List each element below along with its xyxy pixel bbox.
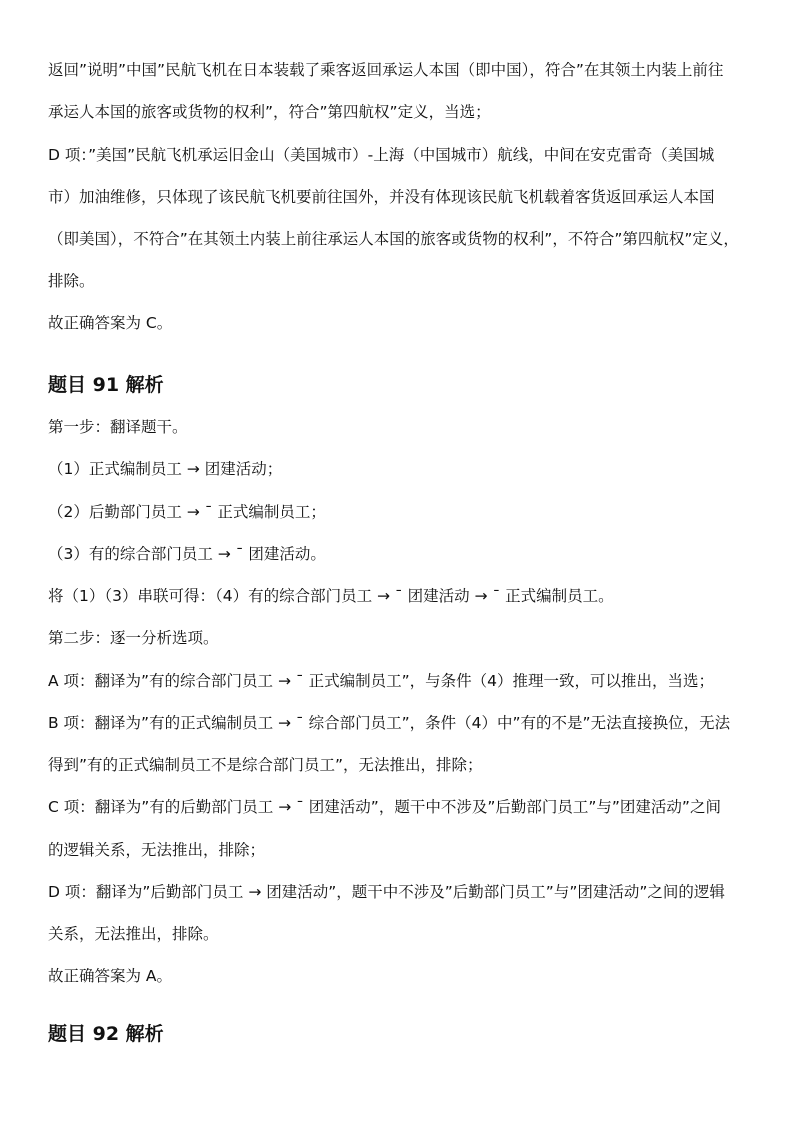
- text-line: 得到”有的正式编制员工不是综合部门员工”，无法推出，排除；: [48, 756, 483, 774]
- text-line: 第一步：翻译题干。: [48, 418, 188, 436]
- text-line: （即美国），不符合”在其领土内装上前往承运人本国的旅客或货物的权利”，不符合”第四航权”定义，: [48, 230, 739, 248]
- text-line: D 项：”美国”民航飞机承运旧金山（美国城市）-上海（中国城市）航线，中间在安克雷奇（美国城: [48, 146, 715, 164]
- text-line: （3）有的综合部门员工 → ¯ 团建活动。: [48, 545, 326, 563]
- text-line: 第二步：逐一分析选项。: [48, 629, 219, 647]
- text-line: B 项：翻译为”有的正式编制员工 → ¯ 综合部门员工”，条件（4）中”有的不是”无法直接换位，无法: [48, 714, 731, 732]
- text-line: 排除。: [48, 272, 95, 290]
- text-line: （2）后勤部门员工 → ¯ 正式编制员工；: [48, 503, 326, 521]
- text-line: （1）正式编制员工 → 团建活动；: [48, 460, 283, 478]
- text-line: D 项：翻译为”后勤部门员工 → 团建活动”，题干中不涉及”后勤部门员工”与”团建活动”之间的逻辑: [48, 883, 725, 901]
- text-line: 关系，无法推出，排除。: [48, 925, 219, 943]
- section-heading-92: 题目 92 解析: [48, 1023, 164, 1045]
- text-line: 市）加油维修，只体现了该民航飞机要前往国外，并没有体现该民航飞机载着客货返回承运人本国: [48, 188, 715, 206]
- text-line: 承运人本国的旅客或货物的权利”，符合”第四航权”定义，当选；: [48, 103, 491, 121]
- text-line: 的逻辑关系，无法推出，排除；: [48, 841, 266, 859]
- section-heading-91: 题目 91 解析: [48, 374, 164, 396]
- text-line: A 项：翻译为”有的综合部门员工 → ¯ 正式编制员工”，与条件（4）推理一致，可以推出，当选；: [48, 672, 714, 690]
- text-line: C 项：翻译为”有的后勤部门员工 → ¯ 团建活动”，题干中不涉及”后勤部门员工”与”团建活动”之间: [48, 798, 721, 816]
- answer-line: 故正确答案为 A。: [48, 967, 173, 985]
- text-line: 将（1）（3）串联可得：（4）有的综合部门员工 → ¯ 团建活动 → ¯ 正式编制员工。: [48, 587, 614, 605]
- answer-line: 故正确答案为 C。: [48, 314, 173, 332]
- text-line: 返回”说明”中国”民航飞机在日本装载了乘客返回承运人本国（即中国），符合”在其领土内装上前往: [48, 61, 724, 79]
